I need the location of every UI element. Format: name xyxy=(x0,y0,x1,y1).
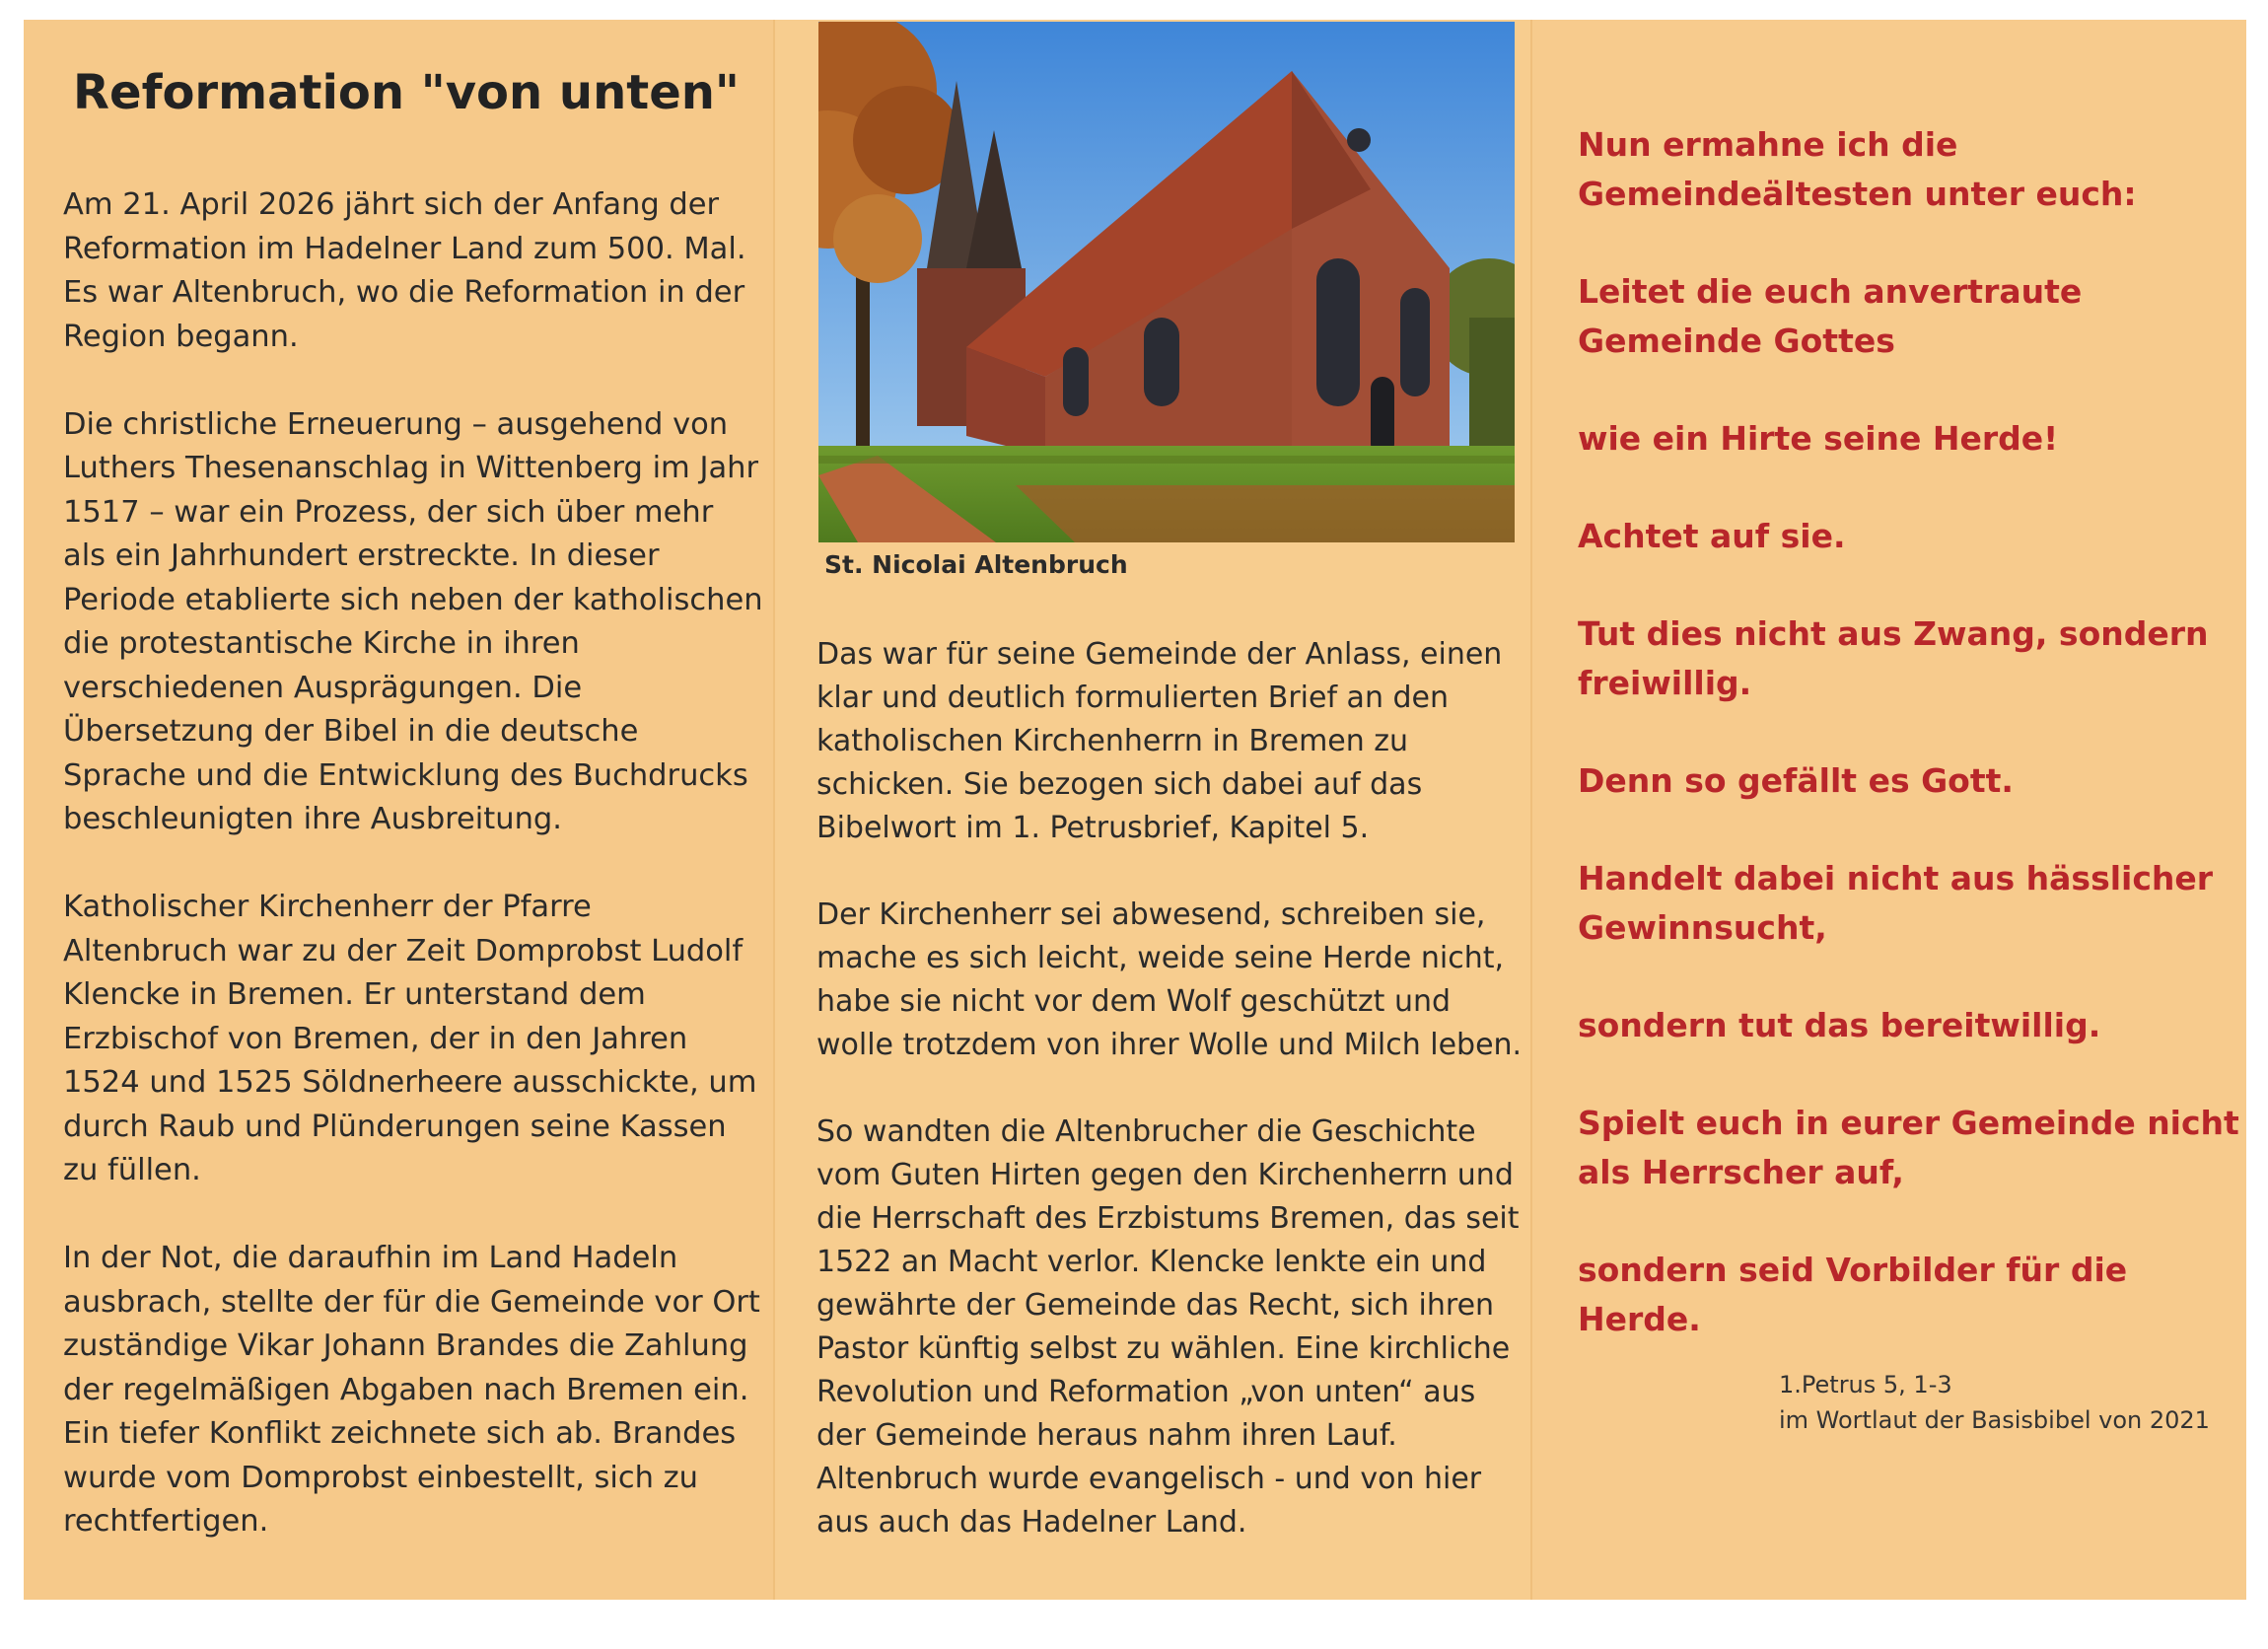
verse: sondern seid Vorbilder für die Herde. xyxy=(1578,1251,2128,1338)
paragraph: Das war für seine Gemeinde der Anlass, einen klar und deutlich formulierten Brief an den katholischen Kirchenherrn in Bremen zu schicken. Sie bezogen sich dabei auf das Bibelwort im 1. Petrusbrief, Kapitel 5. xyxy=(816,637,1503,845)
left-column-text xyxy=(63,183,763,1588)
verse: sondern tut das bereitwillig. xyxy=(1578,1006,2101,1044)
reference-line: 1.Petrus 5, 1-3 xyxy=(1779,1371,1952,1398)
verse: Handelt dabei nicht aus hässlicher Gewinnsucht, xyxy=(1578,859,2214,947)
paragraph: Katholischer Kirchenherr der Pfarre Altenbruch war zu der Zeit Domprobst Ludolf Klencke in Bremen. Er unterstand dem Erzbischof von Bremen, der in den Jahren 1524 und 1525 Söldnerheere ausschickte, um durch Raub und Plünderungen seine Kassen zu füllen. xyxy=(63,890,757,1187)
verse: Spielt euch in eurer Gemeinde nicht als Herrscher auf, xyxy=(1578,1104,2239,1191)
reference-line: im Wortlaut der Basisbibel von 2021 xyxy=(1779,1406,2210,1434)
paragraph: Am 21. April 2026 jährt sich der Anfang der Reformation im Hadelner Land zum 500. Mal. Es war Altenbruch, wo die Reformation in der Region begann. xyxy=(63,187,746,354)
photo-caption: St. Nicolai Altenbruch xyxy=(824,550,1128,579)
bible-reference xyxy=(1779,1367,2210,1438)
paragraph: So wandten die Altenbrucher die Geschichte vom Guten Hirten gegen den Kirchenherrn und die Herrschaft des Erzbistums Bremen, das seit 1522 an Macht verlor. Klencke lenkte ein und gewährte der Gemeinde das Recht, sich ihren Pastor künftig selbst zu wählen. Eine kirchliche Revolution und Reformation „von unten“ aus der Gemeinde heraus nahm ihren Lauf. Altenbruch wurde evangelisch - und von hier aus auch das Hadelner Land. xyxy=(816,1114,1520,1540)
verse: wie ein Hirte seine Herde! xyxy=(1578,419,2059,458)
paragraph: Die christliche Erneuerung – ausgehend von Luthers Thesenanschlag in Wittenberg im Jahr 1517 – war ein Prozess, der sich über mehr als ein Jahrhundert erstreckte. In dieser Periode etablierte sich neben der katholischen die protestantische Kirche in ihren verschiedenen Ausprägungen. Die Übersetzung der Bibel in die deutsche Sprache und die Entwicklung des Buchdrucks beschleunigten ihre Ausbreitung. xyxy=(63,406,763,836)
verse: Tut dies nicht aus Zwang, sondern freiwillig. xyxy=(1578,614,2209,702)
verse: Nun ermahne ich die Gemeindeältesten unter euch: xyxy=(1578,125,2137,213)
page-title: Reformation "von unten" xyxy=(73,65,740,120)
paragraph: Der Kirchenherr sei abwesend, schreiben sie, mache es sich leicht, weide seine Herde nicht, habe sie nicht vor dem Wolf geschützt und wolle trotzdem von ihrer Wolle und Milch leben. xyxy=(816,897,1523,1062)
paragraph: In der Not, die daraufhin im Land Hadeln ausbrach, stellte der für die Gemeinde vor Ort zuständige Vikar Johann Brandes die Zahlung der regelmäßigen Abgaben nach Bremen ein. Ein tiefer Konflikt zeichnete sich ab. Brandes wurde vom Domprobst einbestellt, sich zu rechtfertigen. xyxy=(63,1241,760,1539)
church-photo xyxy=(818,22,1515,542)
verse: Achtet auf sie. xyxy=(1578,517,1846,555)
verse: Leitet die euch anvertraute Gemeinde Gottes xyxy=(1578,272,2083,360)
bible-verses xyxy=(1578,120,2248,1393)
verse: Denn so gefällt es Gott. xyxy=(1578,761,2014,800)
middle-column-text xyxy=(816,633,1526,1588)
